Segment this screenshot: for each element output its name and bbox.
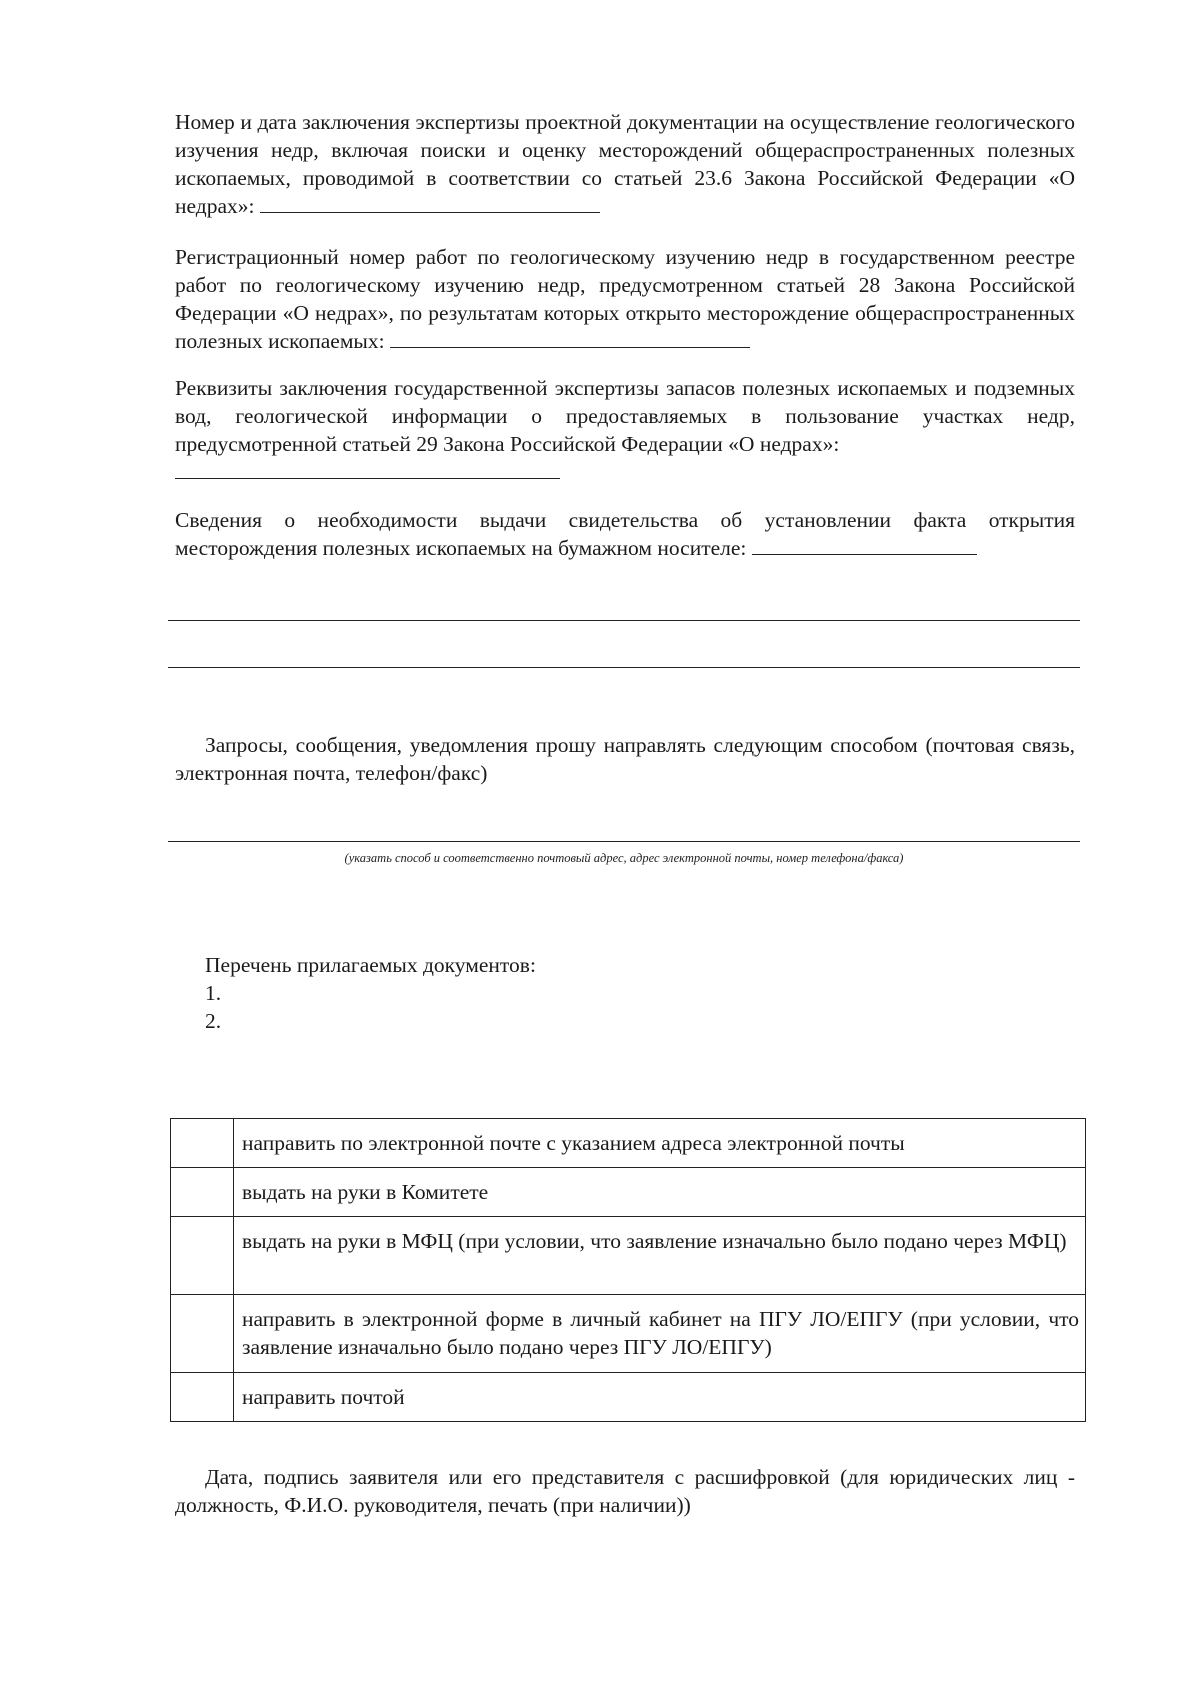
delivery-option-row [171, 1217, 1086, 1295]
requisites-paragraph [175, 374, 1075, 486]
contact-method-line[interactable] [168, 841, 1080, 842]
expertise-text: Номер и дата заключения экспертизы проектной документации на осуществление геологического изучения недр, включая поиски и оценку месторождений общераспространенных полезных ископаемых, проводимой в соответствии со статьей 23.6 Закона Российской Федерации «О недрах»: [175, 110, 1075, 218]
delivery-option-label: направить в электронной форме в личный кабинет на ПГУ ЛО/ЕПГУ (при условии, что заявление изначально было подано через ПГУ ЛО/ЕПГУ) [234, 1295, 1086, 1373]
registration-field[interactable] [390, 329, 750, 348]
blank-line-2[interactable] [168, 667, 1080, 668]
delivery-option-row [171, 1295, 1086, 1373]
documents-title: Перечень прилагаемых документов: [205, 953, 536, 977]
registration-text: Регистрационный номер работ по геологическому изучению недр в государственном реестре работ по геологическому изучению недр, предусмотренном статьей 28 Закона Российской Федерации «О недрах», по результатам которых открыто месторождение общераспространенных полезных ископаемых: [175, 245, 1075, 353]
delivery-option-label: направить по электронной почте с указанием адреса электронной почты [234, 1119, 1086, 1168]
requisites-text: Реквизиты заключения государственной экспертизы запасов полезных ископаемых и подземных вод, геологической информации о предоставляемых в пользование участках недр, предусмотренной статьей 29 Закона Российской Федерации «О недрах»: [175, 376, 1075, 456]
delivery-option-label: выдать на руки в Комитете [234, 1168, 1086, 1217]
certificate-text: Сведения о необходимости выдачи свидетельства об установлении факта открытия месторождения полезных ископаемых на бумажном носителе: [175, 508, 1075, 560]
delivery-option-checkbox[interactable] [171, 1168, 234, 1217]
documents-item-1: 1. [205, 981, 222, 1005]
delivery-option-row [171, 1373, 1086, 1422]
delivery-option-checkbox[interactable] [171, 1119, 234, 1168]
delivery-option-label: выдать на руки в МФЦ (при условии, что заявление изначально было подано через МФЦ) [234, 1217, 1086, 1295]
delivery-option-row [171, 1168, 1086, 1217]
delivery-option-checkbox[interactable] [171, 1217, 234, 1295]
contact-method-caption: (указать способ и соответственно почтовый адрес, адрес электронной почты, номер телефона/факса) [344, 851, 904, 865]
signature-paragraph [175, 1463, 1075, 1519]
delivery-option-label: направить почтой [234, 1373, 1086, 1422]
certificate-field[interactable] [752, 536, 977, 555]
delivery-option-checkbox[interactable] [171, 1295, 234, 1373]
delivery-option-row [171, 1119, 1086, 1168]
signature-text: Дата, подпись заявителя или его представителя с расшифровкой (для юридических лиц - должность, Ф.И.О. руководителя, печать (при наличии)) [175, 1465, 1075, 1517]
requests-text: Запросы, сообщения, уведомления прошу направлять следующим способом (почтовая связь, электронная почта, телефон/факс) [175, 733, 1075, 785]
registration-paragraph [175, 243, 1075, 355]
documents-item-2: 2. [205, 1009, 222, 1033]
certificate-paragraph [175, 506, 1075, 562]
requests-paragraph [175, 731, 1075, 787]
blank-line-1[interactable] [168, 620, 1080, 621]
requisites-field[interactable] [175, 460, 560, 479]
expertise-paragraph [175, 108, 1075, 220]
delivery-options-table [170, 1118, 1086, 1422]
delivery-option-checkbox[interactable] [171, 1373, 234, 1422]
expertise-field[interactable] [260, 194, 600, 213]
